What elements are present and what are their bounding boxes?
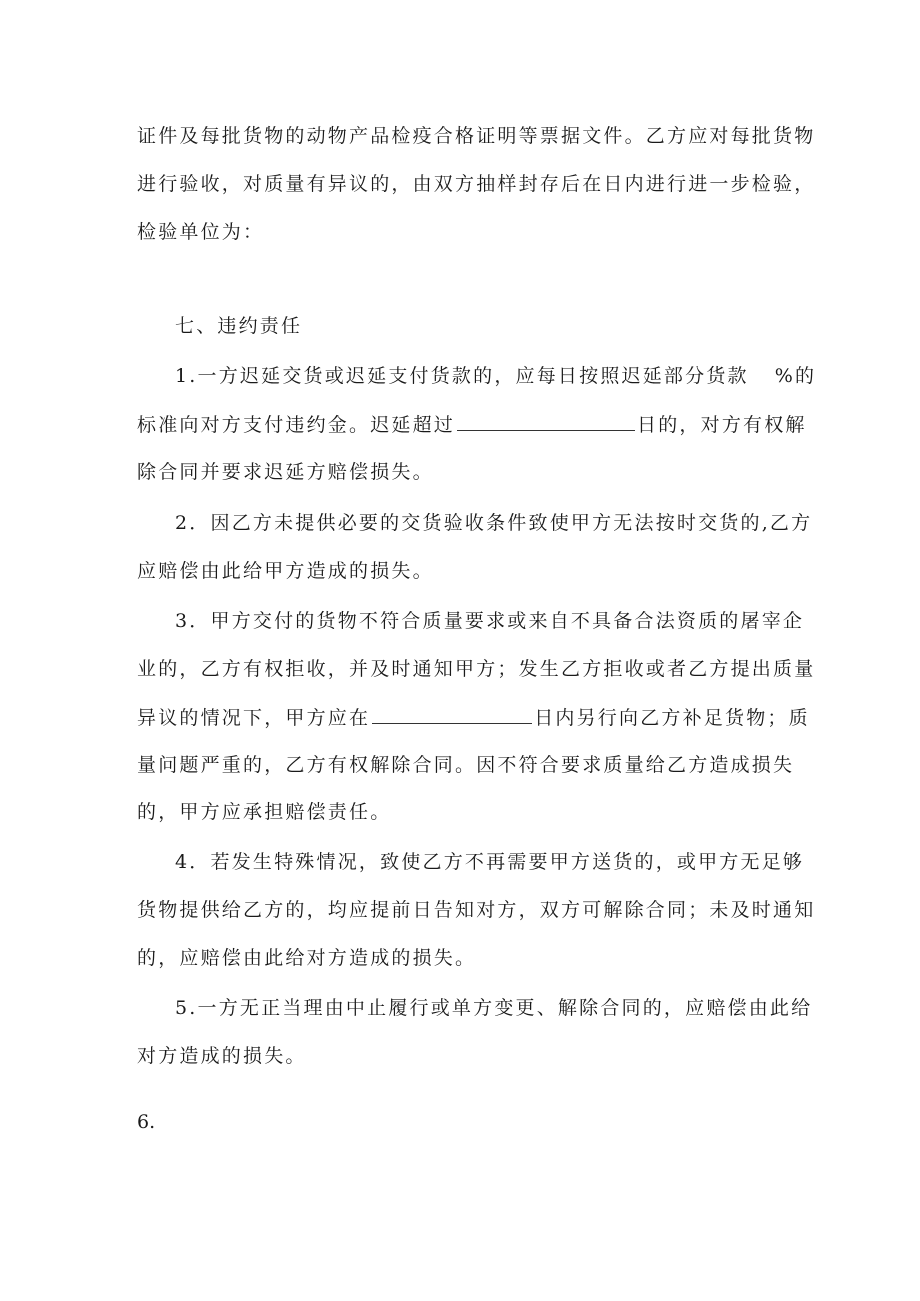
text-segment: 日内另行向乙方补足货物；质 bbox=[534, 707, 810, 729]
text-line bbox=[137, 705, 810, 730]
text-line bbox=[137, 412, 807, 437]
text-line: 的，应赔偿由此给对方造成的损失。 bbox=[137, 947, 477, 969]
text-line: 除合同并要求迟延方赔偿损失。 bbox=[137, 461, 434, 483]
text-segment: %的 bbox=[774, 365, 817, 387]
text-line: 的，甲方应承担赔偿责任。 bbox=[137, 801, 392, 823]
list-number: 6. bbox=[137, 1111, 156, 1133]
text-segment: 异议的情况下，甲方应在 bbox=[137, 707, 371, 729]
text-line: 进行验收，对质量有异议的，由双方抽样封存后在日内进行进一步检验， bbox=[137, 173, 816, 195]
text-line: 应赔偿由此给甲方造成的损失。 bbox=[137, 560, 434, 582]
text-line: 检验单位为： bbox=[137, 221, 265, 243]
text-line: 3．甲方交付的货物不符合质量要求或来自不具备合法资质的屠宰企 bbox=[175, 610, 805, 632]
text-line: 量问题严重的，乙方有权解除合同。因不符合要求质量给乙方造成损失 bbox=[137, 754, 795, 776]
text-line: 证件及每批货物的动物产品检疫合格证明等票据文件。乙方应对每批货物 bbox=[137, 125, 816, 147]
text-line: 货物提供给乙方的，均应提前日告知对方，双方可解除合同；未及时通知 bbox=[137, 899, 816, 921]
text-segment: 日的，对方有权解 bbox=[637, 414, 807, 436]
fill-in-blank bbox=[372, 705, 532, 724]
text-segment: 1.一方迟延交货或迟延支付货款的，应每日按照迟延部分货款 bbox=[175, 365, 749, 387]
text-segment: 标准向对方支付违约金。迟延超过 bbox=[137, 414, 456, 436]
text-line: 业的，乙方有权拒收，并及时通知甲方；发生乙方拒收或者乙方提出质量 bbox=[137, 658, 816, 680]
text-line bbox=[175, 364, 816, 388]
text-line: 5.一方无正当理由中止履行或单方变更、解除合同的，应赔偿由此给 bbox=[175, 997, 813, 1019]
text-line: 2．因乙方未提供必要的交货验收条件致使甲方无法按时交货的,乙方 bbox=[175, 512, 813, 534]
text-line: 4．若发生特殊情况，致使乙方不再需要甲方送货的，或甲方无足够 bbox=[175, 851, 805, 873]
section-heading: 七、违约责任 bbox=[175, 315, 303, 337]
text-line: 对方造成的损失。 bbox=[137, 1045, 307, 1067]
fill-in-blank bbox=[457, 412, 635, 431]
